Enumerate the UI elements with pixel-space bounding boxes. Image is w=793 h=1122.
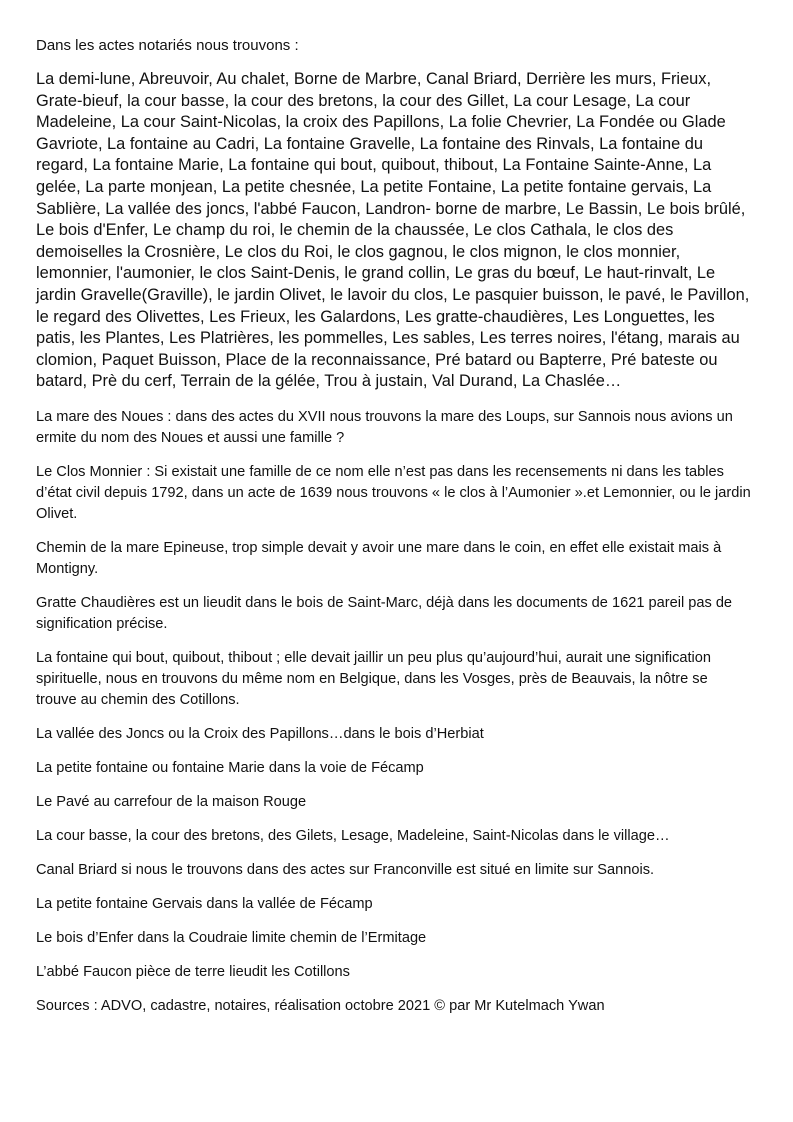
paragraph-mare-des-noues: La mare des Noues : dans des actes du XVII nous trouvons la mare des Loups, sur Sannois nous avions un ermite du nom des Noues et aussi une famille ?	[36, 408, 733, 446]
paragraph-gratte-chaudieres: Gratte Chaudières est un lieudit dans le bois de Saint-Marc, déjà dans les documents de 1621 pareil pas de signification précise.	[36, 594, 733, 632]
paragraph-canal-briard: Canal Briard si nous le trouvons dans des actes sur Franconville est situé en limite sur Sannois.	[36, 861, 655, 878]
paragraph-abbe-faucon: L’abbé Faucon pièce de terre lieudit les Cotillons	[36, 963, 350, 980]
intro-line: Dans les actes notariés nous trouvons :	[36, 37, 299, 54]
paragraph-le-pave: Le Pavé au carrefour de la maison Rouge	[36, 793, 307, 810]
sources-line: Sources : ADVO, cadastre, notaires, réalisation octobre 2021 © par Mr Kutelmach Ywan	[36, 997, 605, 1014]
paragraph-fontaine-qui-bout: La fontaine qui bout, quibout, thibout ; elle devait jaillir un peu plus qu’aujourd’hui, aurait une signification spirituelle, nous en trouvons du même nom en Belgique, dans les Vosges, près de Beauvais, la nôtre se trouve au chemin des Cotillons.	[36, 649, 712, 708]
paragraph-mare-epineuse: Chemin de la mare Epineuse, trop simple devait y avoir une mare dans le coin, en effet elle existait mais à Montigny.	[36, 539, 722, 577]
paragraph-cour-basse: La cour basse, la cour des bretons, des Gilets, Lesage, Madeleine, Saint-Nicolas dans le village…	[36, 827, 670, 844]
paragraph-vallee-des-joncs: La vallée des Joncs ou la Croix des Papillons…dans le bois d’Herbiat	[36, 725, 484, 742]
paragraph-clos-monnier: Le Clos Monnier : Si existait une famille de ce nom elle n’est pas dans les recensements ni dans les tables d’état civil depuis 1792, dans un acte de 1639 nous trouvons « le clos à l’Aumonier ».et Lemonnier, ou le jardin Olivet.	[36, 463, 751, 522]
paragraph-bois-d-enfer: Le bois d’Enfer dans la Coudraie limite chemin de l’Ermitage	[36, 929, 427, 946]
document-page	[36, 36, 752, 1030]
place-names-list: La demi-lune, Abreuvoir, Au chalet, Borne de Marbre, Canal Briard, Derrière les murs, Frieux, Grate-bieuf, la cour basse, la cour des bretons, la cour des Gillet, La cour Lesage, La cour Madeleine, La cour Saint-Nicolas, la croix des Papillons, La folie Chevrier, La Fondée ou Glade Gavriote, La fontaine au Cadri, La fontaine Gravelle, La fontaine des Rinvals, La fontaine du regard, La fontaine Marie, La fontaine qui bout, quibout, thibout, La Fontaine Sainte-Anne, La gelée, La parte monjean, La petite chesnée, La petite Fontaine, La petite fontaine gervais, La Sablière, La vallée des joncs, l'abbé Faucon, Landron- borne de marbre, Le Bassin, Le bois brûlé, Le bois d'Enfer, Le champ du roi, le chemin de la chaussée, Le clos Cathala, le clos des demoiselles la Crosnière, Le clos du Roi, le clos gagnou, le clos mignon, le clos monnier, lemonnier, l'aumonier, le clos Saint-Denis, le grand collin, Le gras du bœuf, Le haut-rinvalt, Le jardin Gravelle(Graville), le jardin Olivet, le lavoir du clos, Le pasquier buisson, le pavé, le Pavillon, le regard des Olivettes, Les Frieux, les Galardons, Les gratte-chaudières, Les Longuettes, les patis, les Plantes, Les Platrières, les pommelles, Les sables, Les terres noires, l'étang, marais au clomion, Paquet Buisson, Place de la reconnaissance, Pré batard ou Bapterre, Pré bateste ou batard, Prè du cerf, Terrain de la gélée, Trou à justain, Val Durand, La Chaslée…	[36, 70, 750, 391]
paragraph-petite-fontaine-marie: La petite fontaine ou fontaine Marie dans la voie de Fécamp	[36, 759, 424, 776]
paragraph-fontaine-gervais: La petite fontaine Gervais dans la vallée de Fécamp	[36, 895, 373, 912]
